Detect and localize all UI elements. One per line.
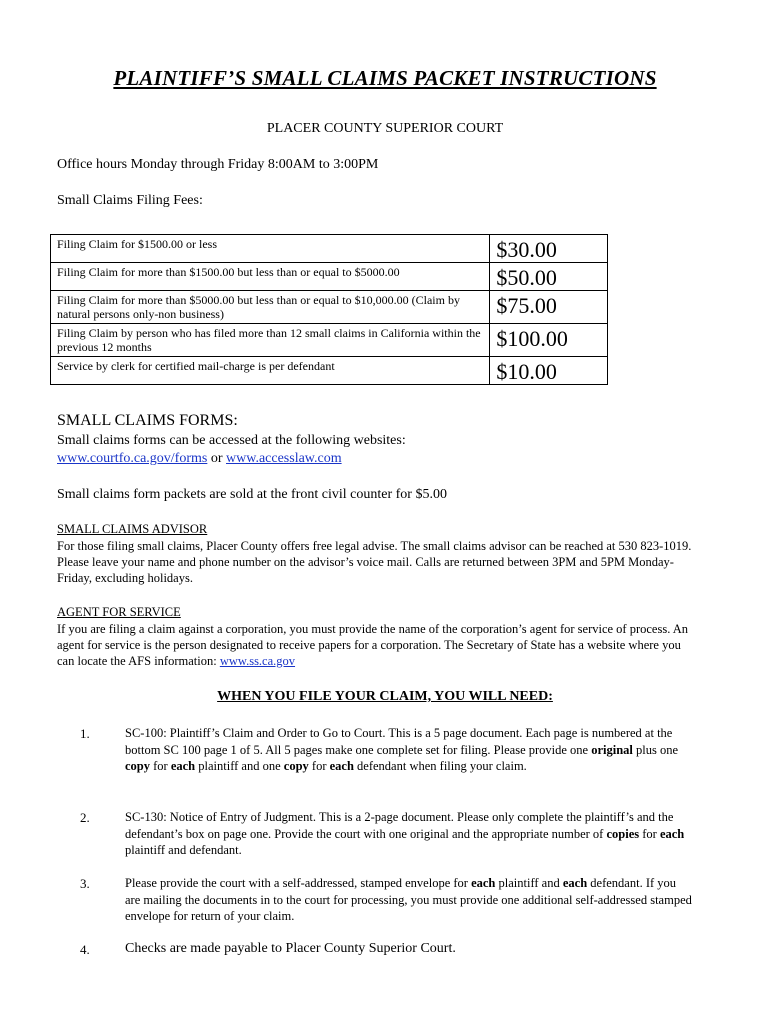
advisor-heading: SMALL CLAIMS ADVISOR xyxy=(57,522,208,536)
item-number: 2. xyxy=(80,810,90,825)
table-row xyxy=(51,357,608,385)
fee-description: Service by clerk for certified mail-charge is per defendant xyxy=(51,357,490,385)
fee-description: Filing Claim for more than $1500.00 but less than or equal to $5000.00 xyxy=(51,263,490,291)
item-emphasis: each xyxy=(170,759,196,773)
fee-amount: $100.00 xyxy=(490,324,608,357)
item-text: Please provide the court with a self-addressed, stamped envelope for xyxy=(125,876,472,890)
item-emphasis: copy xyxy=(125,759,150,773)
courtinfo-link[interactable]: www.courtfo.ca.gov/forms xyxy=(57,451,208,466)
ss-link[interactable]: www.ss.ca.gov xyxy=(219,654,296,668)
fees-label: Small Claims Filing Fees: xyxy=(57,193,203,208)
advisor-text: For those filing small claims, Placer County offers free legal advise. The small claims advisor can be reached at 530 823-1019. Please leave your name and phone number on the advisor’s voice mail. Calls are returned between 3PM and 5PM Monday-Friday, excluding holidays. xyxy=(57,539,692,585)
item-emphasis: each xyxy=(562,876,588,890)
item-number: 1. xyxy=(80,726,90,741)
table-row xyxy=(51,263,608,291)
item-text: for xyxy=(150,759,171,773)
item-emphasis: each xyxy=(329,759,354,773)
fee-amount: $30.00 xyxy=(490,235,608,263)
item-number: 3. xyxy=(80,876,90,891)
item-text: defendant when filing your claim. xyxy=(353,759,527,773)
fee-amount: $50.00 xyxy=(490,263,608,291)
item-text: plaintiff and xyxy=(495,876,563,890)
item-text: plaintiff and defendant. xyxy=(125,843,242,857)
court-name: PLACER COUNTY SUPERIOR COURT xyxy=(266,121,504,136)
table-row xyxy=(51,235,608,263)
item-emphasis: original xyxy=(591,742,633,757)
fee-amount: $10.00 xyxy=(490,357,608,385)
list-item xyxy=(125,725,693,775)
list-item xyxy=(125,809,693,859)
agent-paragraph xyxy=(57,621,697,669)
table-row xyxy=(51,291,608,324)
fee-amount: $75.00 xyxy=(490,291,608,324)
forms-links xyxy=(57,451,342,467)
fees-table xyxy=(50,234,608,385)
fee-description: Filing Claim for $1500.00 or less xyxy=(51,235,490,263)
item-text: defendant. If you are mailing the documents in to the court for processing, you must provide one additional self-addressed stamped envelope for return of your claim. xyxy=(125,876,692,923)
item-emphasis: copies xyxy=(606,826,640,841)
accesslaw-link[interactable]: www.accesslaw.com xyxy=(226,451,342,466)
item-text: SC-130: Notice of Entry of Judgment. This is a 2-page document. Please only complete the plaintiff’s and the defendant’s box on page one. Provide the court with one original and the appropriate number of xyxy=(125,810,674,841)
need-heading: WHEN YOU FILE YOUR CLAIM, YOU WILL NEED: xyxy=(217,689,553,704)
list-item: Checks are made payable to Placer County Superior Court. xyxy=(125,941,456,956)
page-title: PLAINTIFF’S SMALL CLAIMS PACKET INSTRUCTIONS xyxy=(113,66,657,90)
list-item xyxy=(125,875,693,925)
agent-text: If you are filing a claim against a corporation, you must provide the name of the corporation’s agent for service of process. An agent for service is the person designated to receive papers for a corporation. The Secretary of State has a website where you can locate the AFS information: xyxy=(57,622,689,668)
fee-description: Filing Claim for more than $5000.00 but less than or equal to $10,000.00 (Claim by natural persons only-non business) xyxy=(51,291,490,324)
item-emphasis: each xyxy=(471,876,496,890)
forms-heading: SMALL CLAIMS FORMS: xyxy=(57,412,238,429)
item-number: 4. xyxy=(80,942,90,957)
agent-heading: AGENT FOR SERVICE xyxy=(57,605,181,619)
item-emphasis: each xyxy=(659,826,685,841)
item-text: for xyxy=(639,826,660,841)
packets-note: Small claims form packets are sold at the front civil counter for $5.00 xyxy=(57,487,447,502)
or-text: or xyxy=(207,451,227,466)
item-text: SC-100: Plaintiff’s Claim and Order to Go to Court. This is a 5 page document. Each page is numbered at the bottom SC 100 page 1 of 5. All 5 pages make one complete set for filing. Please provide one xyxy=(125,726,673,757)
item-text: plaintiff and one xyxy=(195,759,284,773)
office-hours: Office hours Monday through Friday 8:00AM to 3:00PM xyxy=(57,157,379,172)
table-row xyxy=(51,324,608,357)
item-text: plus one xyxy=(632,742,679,757)
forms-intro: Small claims forms can be accessed at the following websites: xyxy=(57,433,406,448)
item-text: for xyxy=(308,759,330,773)
fee-description: Filing Claim by person who has filed more than 12 small claims in California within the previous 12 months xyxy=(51,324,490,357)
item-emphasis: copy xyxy=(283,759,309,773)
